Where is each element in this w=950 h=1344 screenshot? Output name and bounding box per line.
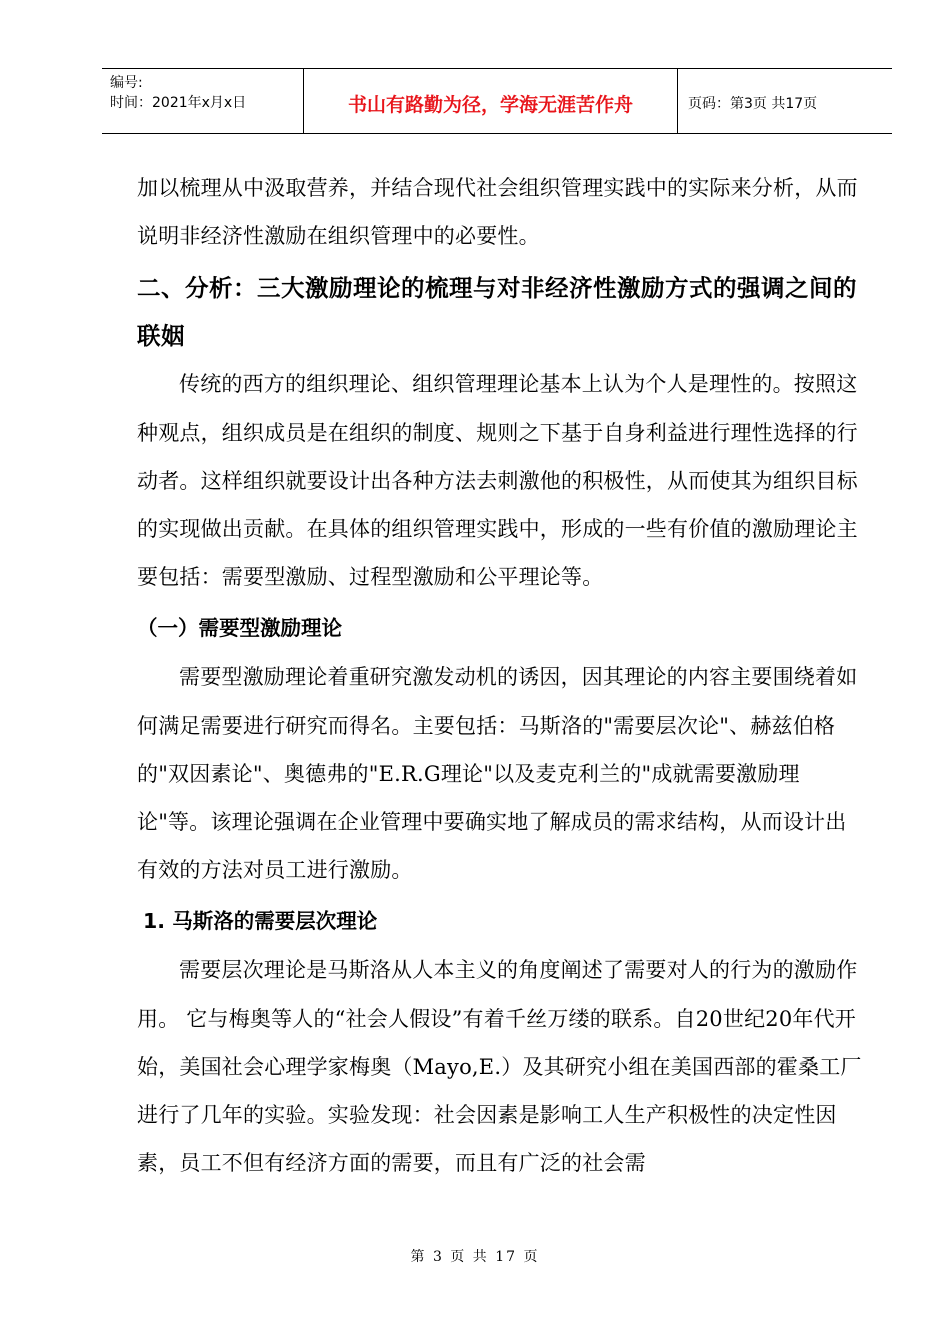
header-page-label: 页码：第3页 共17页: [688, 96, 818, 112]
page-header: [102, 68, 892, 134]
paragraph-3: 需要型激励理论着重研究激发动机的诱因，因其理论的内容主要围绕着如何满足需要进行研究而得名。主要包括：马斯洛的"需要层次论"、赫兹伯格的"双因素论"、奥德弗的"E.R.G理论"以及麦克利兰的"成就需要激励理论"等。该理论强调在企业管理中要确实地了解成员的需求结构，从而设计出有效的方法对员工进行激励。: [137, 665, 858, 883]
subsection-1-title: （一）需要型激励理论: [137, 616, 342, 641]
time-label: 时间：2021年x月x日: [110, 95, 247, 111]
header-motto: 书山有路勤为径，学海无涯苦作舟: [304, 69, 678, 133]
page-footer: 第 3 页 共 17 页: [410, 1249, 540, 1265]
paragraph-2: 传统的西方的组织理论、组织管理理论基本上认为个人是理性的。按照这种观点，组织成员是在组织的制度、规则之下基于自身利益进行理性选择的行动者。这样组织就要设计出各种方法去刺激他的积极性，从而使其为组织目标的实现做出贡献。在具体的组织管理实践中，形成的一些有价值的激励理论主要包括：需要型激励、过程型激励和公平理论等。: [137, 372, 858, 590]
subsection-1-1-title: 1. 马斯洛的需要层次理论: [143, 909, 378, 934]
document-body: [137, 164, 862, 1187]
number-label: 编号:: [110, 75, 143, 91]
paragraph-4: 需要层次理论是马斯洛从人本主义的角度阐述了需要对人的行为的激励作用。 它与梅奥等人的“社会人假设”有着千丝万缕的联系。自20世纪20年代开始，美国社会心理学家梅奥（Mayo,E.）及其研究小组在美国西部的霍桑工厂进行了几年的实验。实验发现：社会因素是影响工人生产积极性的决定性因素，员工不但有经济方面的需要，而且有广泛的社会需: [137, 958, 862, 1176]
section-2-title: 二、分析：三大激励理论的梳理与对非经济性激励方式的强调之间的联姻: [137, 274, 857, 351]
paragraph-1: 加以梳理从中汲取营养，并结合现代社会组织管理实践中的实际来分析，从而说明非经济性激励在组织管理中的必要性。: [137, 176, 858, 249]
header-meta-cell: [102, 69, 304, 133]
